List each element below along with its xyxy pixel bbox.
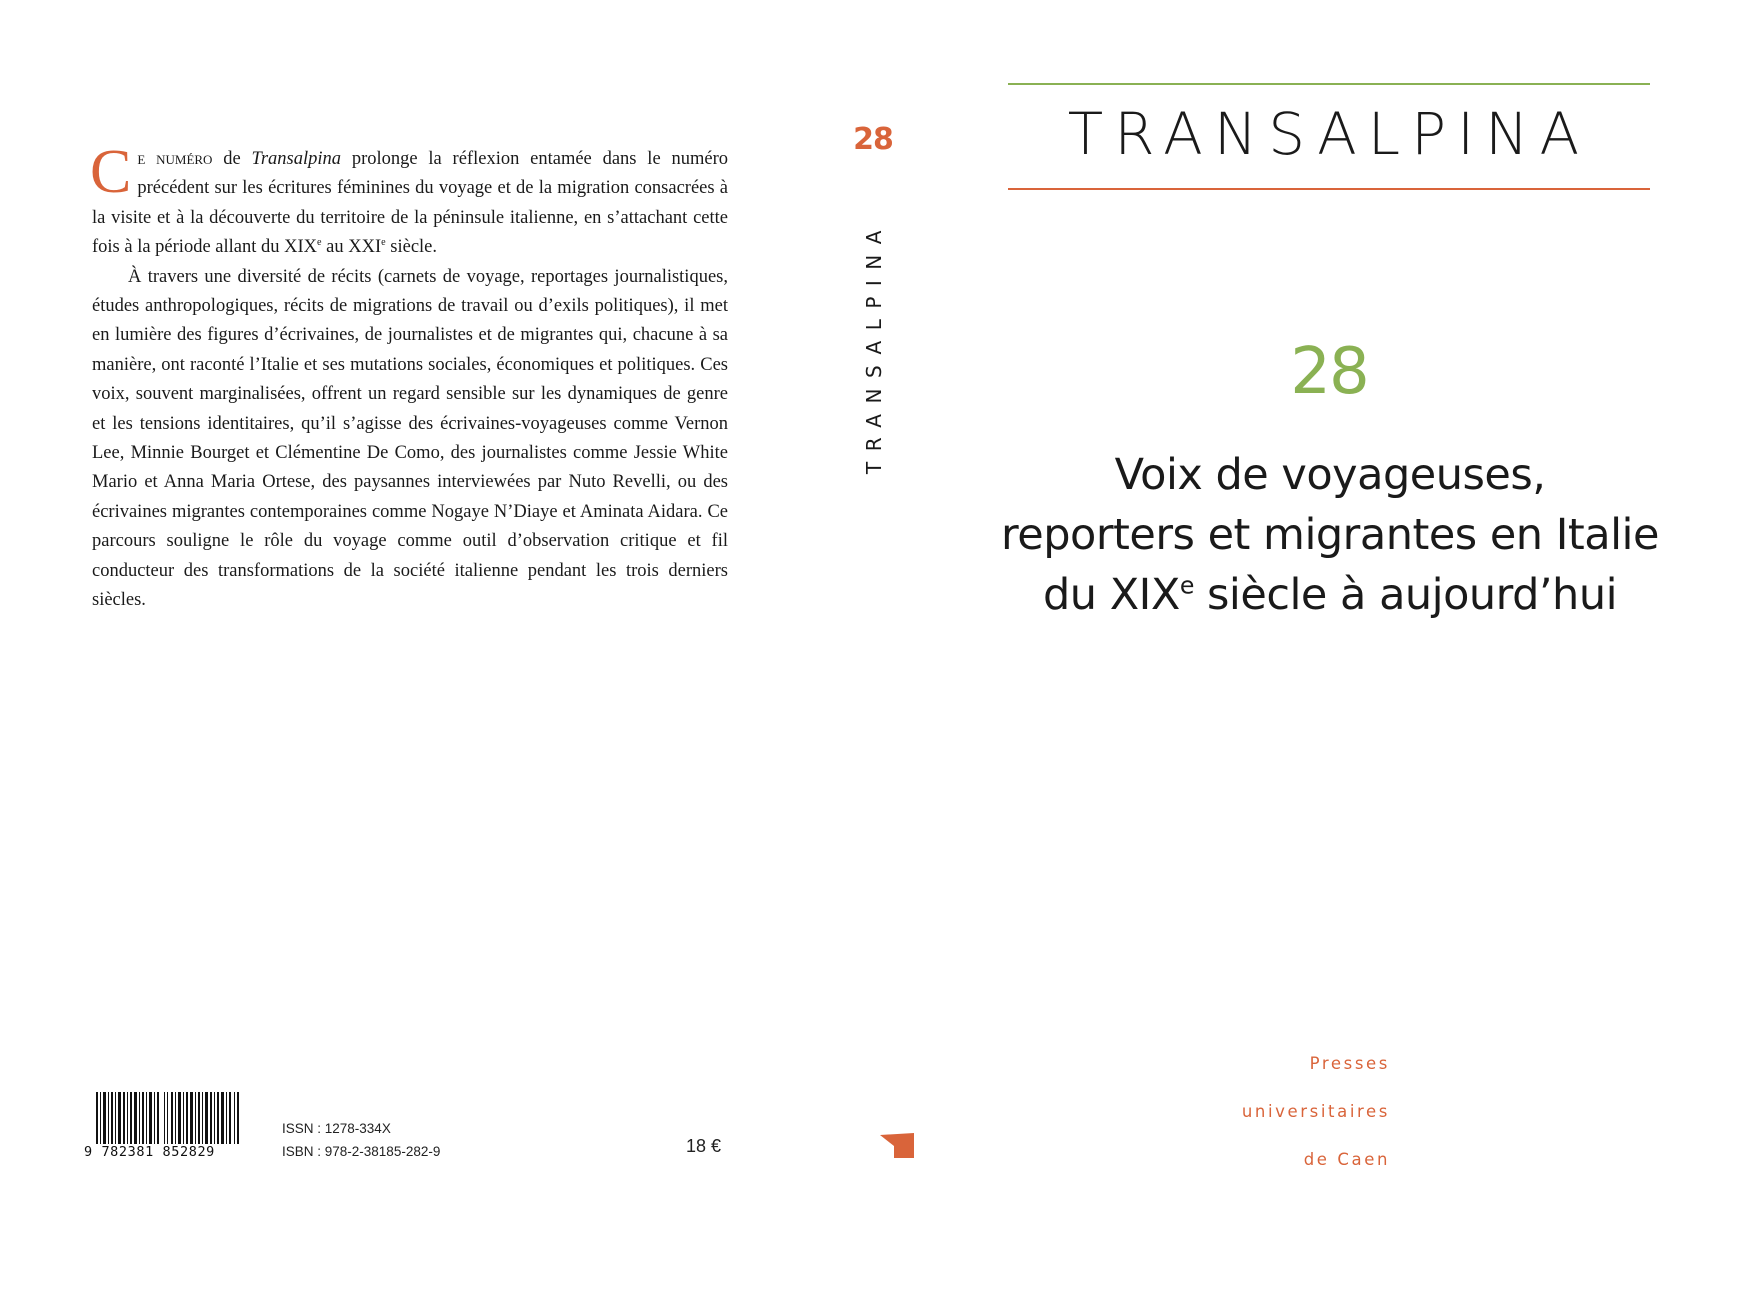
identifier-codes xyxy=(282,1117,440,1163)
barcode-icon xyxy=(96,1092,240,1144)
front-cover-title: TRANSALPINA xyxy=(1067,100,1591,168)
front-cover-subtitle xyxy=(990,445,1670,625)
blurb-text-1: prolonge la réflexion entamée dans le numéro précédent sur les écritures féminines du voyage et de la migration consacrées à la visite et à la découverte du territoire de la péninsule italienne, en s’attachant cette fois à la période allant du XIX xyxy=(92,149,728,258)
subtitle-line-2: reporters et migrantes en Italie xyxy=(1001,510,1659,560)
publisher-line-3: de Caen xyxy=(1303,1150,1390,1169)
back-cover-blurb xyxy=(90,138,728,616)
subtitle-line-3-end: siècle à aujourd’hui xyxy=(1193,570,1618,620)
subtitle-superscript-e: e xyxy=(1179,571,1194,600)
publisher-line-2: universitaires xyxy=(1241,1102,1390,1121)
superscript-e-2: e xyxy=(381,237,386,249)
blurb-paragraph-2: À travers une diversité de récits (carnets de voyage, reportages journalistiques, études anthropologiques, récits de migrations de travail ou d’exils politiques), il met en lumière des figures d’écrivaines, de journalistes et de migrantes qui, chacune à sa manière, ont raconté l’Italie et ses mutations sociales, économiques et politiques. Ces voix, souvent marginalisées, offrent un regard sensible sur les dynamiques de genre et les tensions identitaires, qu’il s’agisse des écrivaines-voyageuses comme Vernon Lee, Minnie Bourget et Clémentine De Como, des journalistes comme Jessie White Mario et Anna Maria Ortese, des paysannes interviewées par Nuto Revelli, ou des écrivaines migrantes contemporaines comme Nogaye N’Diaye et Aminata Aidara. Ce parcours souligne le rôle du voyage comme outil d’observation critique et fil conducteur des transformations de la société italienne pendant les trois derniers siècles. xyxy=(92,266,728,611)
drop-cap: C xyxy=(90,138,132,206)
spine-title: TRANSALPINA xyxy=(862,220,886,474)
blurb-lead-smallcaps: e numéro xyxy=(137,149,213,169)
publisher-name xyxy=(1180,1040,1390,1184)
publisher-logo-icon xyxy=(880,1133,914,1158)
barcode-digits: 9 782381 852829 xyxy=(84,1144,215,1160)
subtitle-line-3-start: du XIX xyxy=(1042,570,1180,620)
publisher-line-1: Presses xyxy=(1309,1054,1390,1073)
subtitle-line-3 xyxy=(990,565,1670,625)
title-rule-bottom xyxy=(1008,188,1650,190)
price-label: 18 € xyxy=(686,1136,722,1156)
journal-name-italic: Transalpina xyxy=(251,149,341,169)
isbn-label: ISBN : 978-2-38185-282-9 xyxy=(282,1144,441,1159)
issn-label: ISSN : 1278-334X xyxy=(282,1121,391,1136)
title-rule-top xyxy=(1008,83,1650,85)
back-cover xyxy=(0,0,840,1300)
subtitle-line-1: Voix de voyageuses, xyxy=(1114,450,1546,500)
superscript-e-1: e xyxy=(317,237,322,249)
blurb-text-2: au XXI xyxy=(321,237,382,258)
front-issue-number: 28 xyxy=(1290,335,1368,409)
spine-issue-number: 28 xyxy=(853,122,893,157)
blurb-de: de xyxy=(212,149,252,169)
blurb-text-3: siècle. xyxy=(385,237,438,258)
blurb-paragraph-1 xyxy=(90,138,728,263)
